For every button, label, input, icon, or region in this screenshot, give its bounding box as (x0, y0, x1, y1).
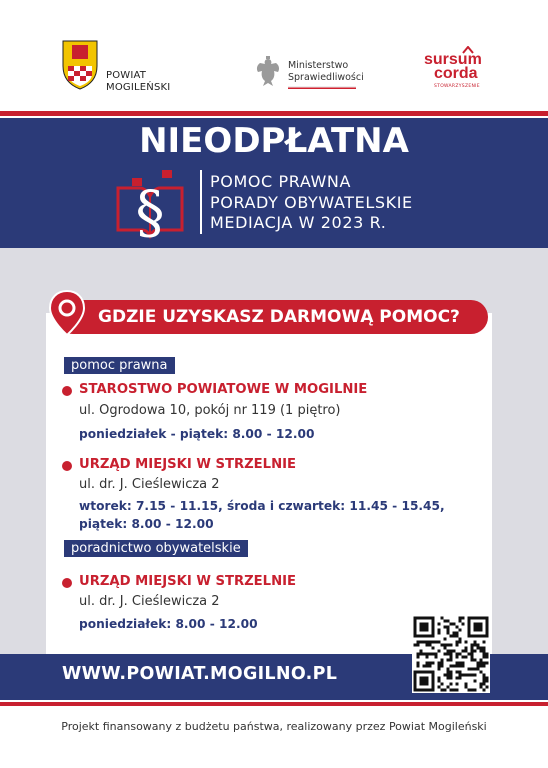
sursum-word: sursum (424, 51, 482, 68)
civic-advice-tag: poradnictwo obywatelskie (64, 540, 248, 557)
ministry-logo (254, 55, 374, 95)
eagle-emblem-icon (254, 55, 282, 89)
section-heading: GDZIE UZYSKASZ DARMOWĄ POMOC? (98, 307, 460, 327)
qr-code-icon (412, 615, 490, 693)
location-bullet (62, 578, 72, 588)
powiat-name-line2: MOGILEŃSKI (106, 82, 171, 93)
svg-text:§: § (135, 178, 165, 240)
location-address: ul. dr. J. Cieślewicza 2 (79, 594, 220, 609)
polish-flag-stripe (288, 86, 356, 89)
location-name: URZĄD MIEJSKI W STRZELNIE (79, 457, 297, 472)
powiat-logo (62, 40, 182, 100)
website-link[interactable]: WWW.POWIAT.MOGILNO.PL (62, 664, 338, 684)
location-hours: poniedziałek: 8.00 - 12.00 (79, 617, 258, 631)
top-red-stripe (0, 111, 548, 116)
powiat-name-line1: POWIAT (106, 70, 147, 81)
location-address: ul. Ogrodowa 10, pokój nr 119 (1 piętro) (79, 403, 341, 418)
location-address: ul. dr. J. Cieślewicza 2 (79, 477, 220, 492)
location-bullet (62, 461, 72, 471)
hero-services (210, 172, 413, 234)
hero-line-legal-aid: POMOC PRAWNA (210, 172, 352, 191)
location-name: STAROSTWO POWIATOWE W MOGILNIE (79, 382, 368, 397)
location-bullet (62, 386, 72, 396)
qr-code[interactable] (412, 615, 490, 693)
paragraph-book-icon (112, 166, 188, 240)
powiat-coat-of-arms-icon (62, 40, 98, 90)
location-hours: wtorek: 7.15 - 11.15, środa i czwartek: 11.45 - 15.45, (79, 499, 445, 513)
sursum-corda-logo (420, 46, 500, 96)
hero-title: NIEODPŁATNA (139, 121, 409, 161)
location-hours: poniedziałek - piątek: 8.00 - 12.00 (79, 427, 315, 441)
hero-line-civic-advice: PORADY OBYWATELSKIE (210, 192, 413, 212)
location-name: URZĄD MIEJSKI W STRZELNIE (79, 574, 297, 589)
corda-word: corda (434, 65, 478, 82)
hero-divider (200, 170, 202, 234)
bottom-red-stripe (0, 702, 548, 706)
funding-note: Projekt finansowany z budżetu państwa, realizowany przez Powiat Mogileński (61, 720, 487, 733)
hero-line-mediation: MEDIACJA W 2023 R. (210, 213, 387, 232)
house-roof-icon (462, 46, 474, 54)
location-hours: piątek: 8.00 - 12.00 (79, 517, 214, 531)
ministry-name-line1: Ministerstwo (288, 60, 349, 71)
sursum-subtitle: STOWARZYSZENIE (434, 84, 480, 89)
ministry-name-line2: Sprawiedliwości (288, 72, 364, 83)
location-pin-icon (48, 289, 86, 337)
legal-aid-tag: pomoc prawna (64, 357, 175, 374)
